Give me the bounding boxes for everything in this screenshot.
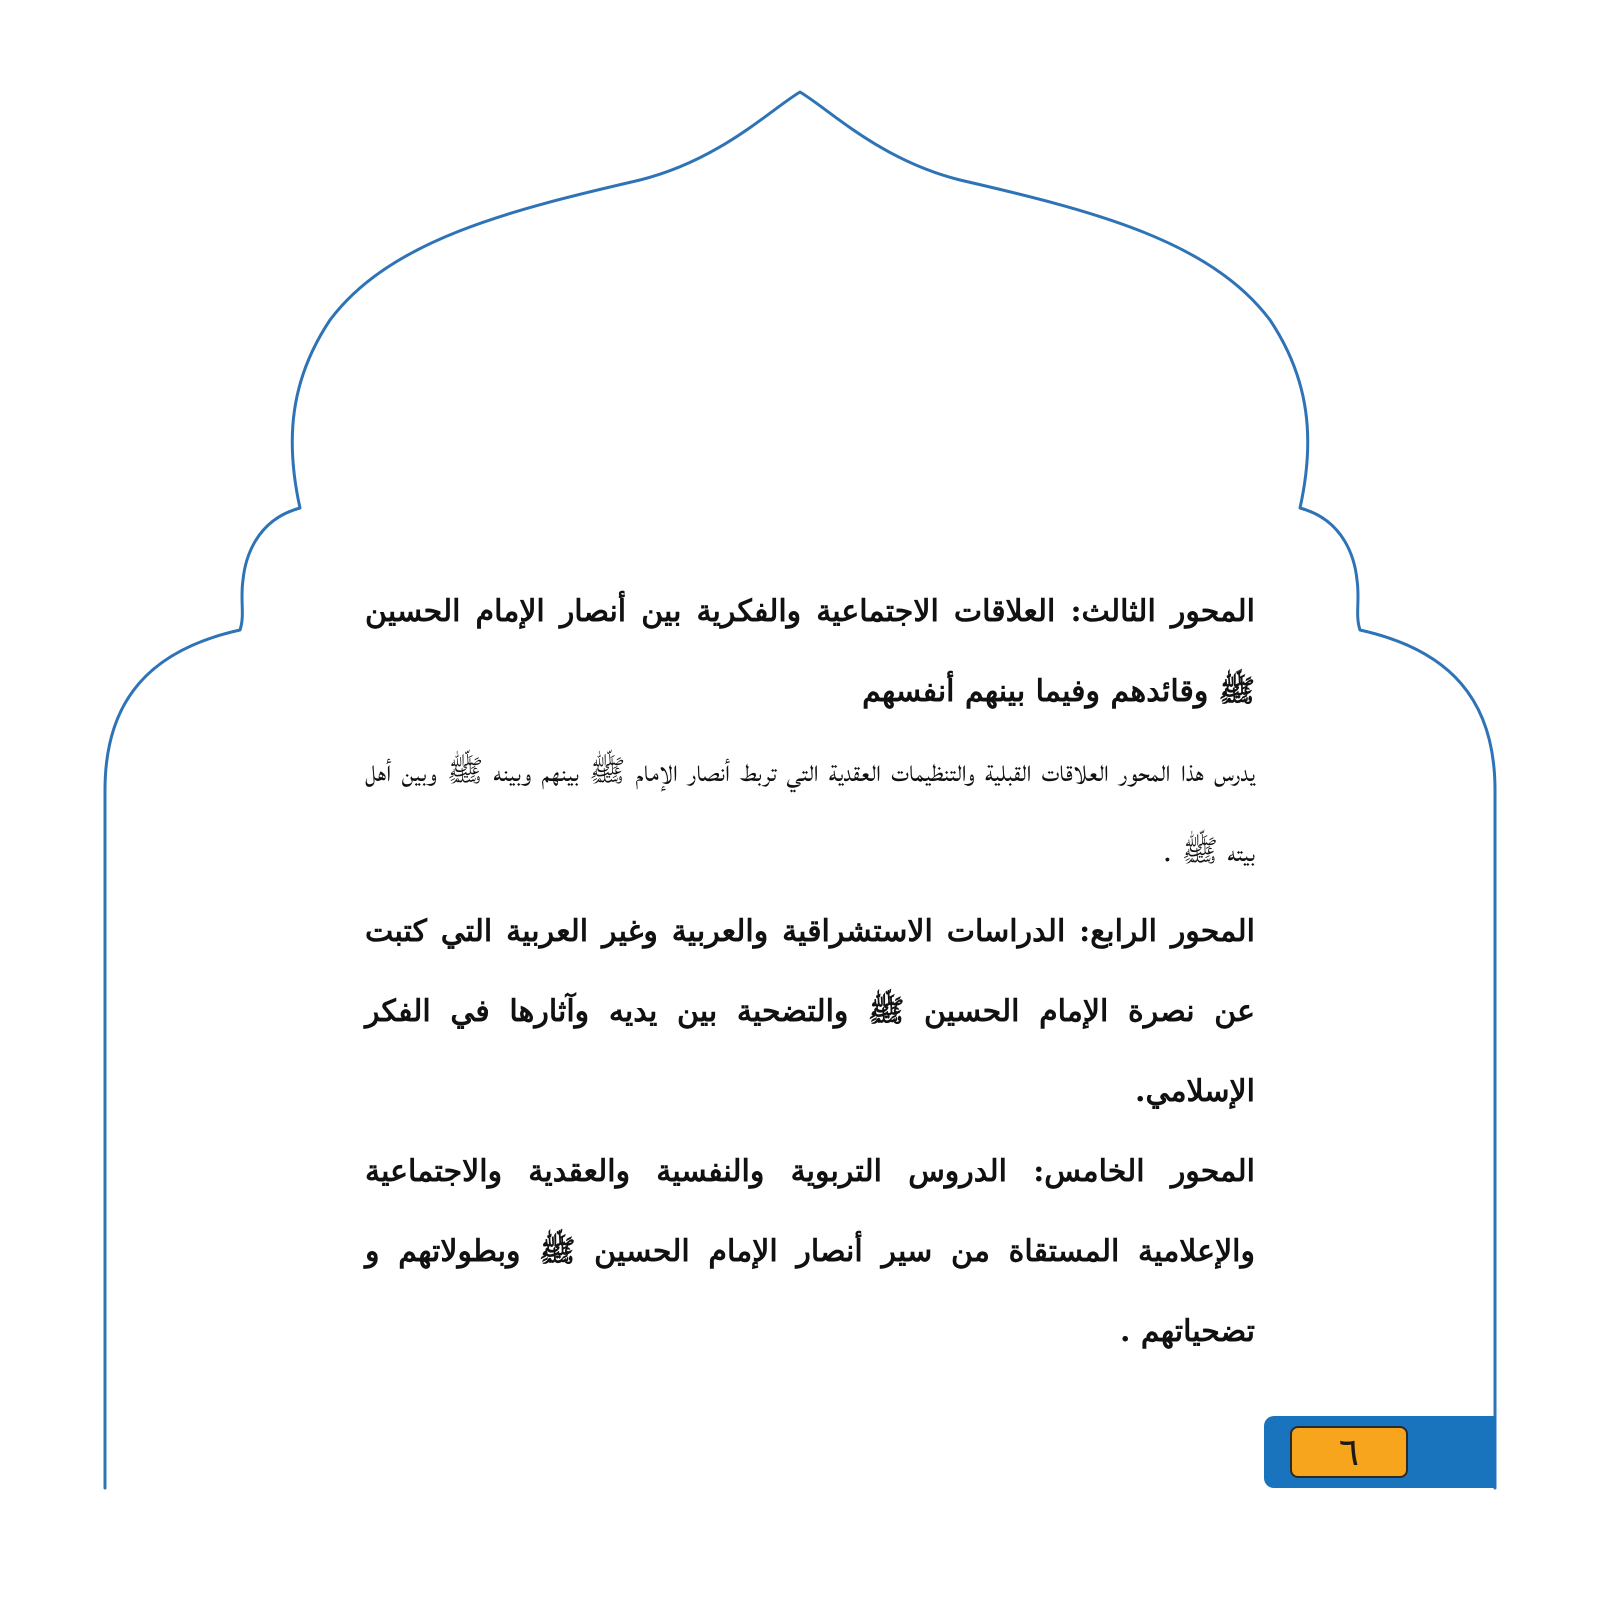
axis-four-heading: المحور الرابع: الدراسات الاستشراقية والعربية وغير العربية التي كتبت عن نصرة الإمام الحسين ﷺ والتضحية بين يديه وآثارها في الفكر الإسلامي. — [365, 914, 1255, 1109]
axis-three-heading: المحور الثالث: العلاقات الاجتماعية والفكرية بين أنصار الإمام الحسين ﷺ وقائدهم وفيما بينهم أنفسهم — [365, 594, 1255, 709]
page-number: ٦ — [1290, 1426, 1408, 1478]
content-text — [365, 572, 1255, 1372]
axis-three-description: يدرس هذا المحور العلاقات القبلية والتنظيمات العقدية التي تربط أنصار الإمام ﷺ بينهم وبينه ﷺ وبين أهل بيته ﷺ . — [365, 754, 1255, 869]
axis-five-heading: المحور الخامس: الدروس التربوية والنفسية والعقدية والاجتماعية والإعلامية المستقاة من سير أنصار الإمام الحسين ﷺ وبطولاتهم و تضحياتهم . — [365, 1154, 1255, 1349]
